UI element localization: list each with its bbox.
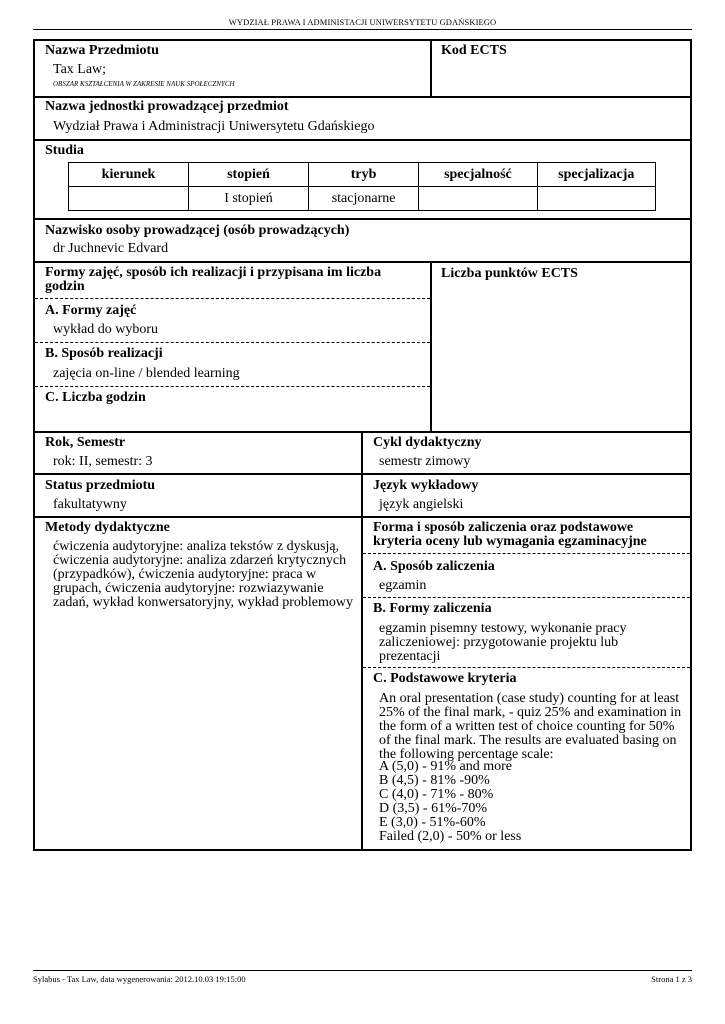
language-value: język angielski	[379, 497, 464, 512]
cycle-label: Cykl dydaktyczny	[373, 435, 482, 450]
divider	[363, 553, 690, 554]
table-cell	[537, 187, 655, 211]
assessment-b-value: egzamin pisemny testowy, wykonanie pracy zaliczeniowej: przygotowanie projektu lub prezentacji	[379, 621, 627, 664]
divider	[34, 473, 691, 475]
divider	[361, 432, 363, 850]
scale-item: B (4,5) - 81% -90%	[379, 773, 490, 788]
divider	[34, 139, 691, 141]
assessment-label: Forma i sposób zaliczenia oraz podstawowe kryteria oceny lub wymagania egzaminacyjne	[373, 520, 647, 549]
methods-value: ćwiczenia audytoryjne: analiza tekstów z dyskusją, ćwiczenia audytoryjne: analiza zdarzeń krytycznych (przypadków), ćwiczenia audytoryjne: praca w grupach, ćwiczenia audytoryjne: rozwiazywanie zadań, wykład konwersatoryjny, wykład problemowy	[53, 539, 354, 610]
language-label: Język wykładowy	[373, 478, 479, 493]
assessment-c-text: An oral presentation (case study) counting for at least 25% of the final mark, - quiz 25% and examination in the form of a written test of choice counting for 50% of the final mark. The results are evaluated basing on the following percentage scale:	[379, 691, 682, 762]
divider	[34, 96, 691, 98]
cycle-value: semestr zimowy	[379, 454, 471, 469]
divider	[363, 667, 690, 668]
scale-item: D (3,5) - 61%-70%	[379, 801, 488, 816]
divider	[34, 261, 691, 263]
forms-b-label: B. Sposób realizacji	[45, 346, 163, 361]
divider	[35, 342, 430, 343]
divider	[34, 218, 691, 220]
table-header-kierunek: kierunek	[69, 163, 189, 187]
scale-item: E (3,0) - 51%-60%	[379, 815, 486, 830]
table-row	[69, 187, 656, 211]
footer-left: Sylabus - Tax Law, data wygenerowania: 2012.10.03 19:15:00	[33, 974, 246, 984]
forms-label: Formy zajęć, sposób ich realizacji i przypisana im liczba godzin	[45, 265, 382, 294]
scale-item: A (5,0) - 91% and more	[379, 759, 512, 774]
divider	[35, 298, 430, 299]
forms-a-value: wykład do wyboru	[53, 322, 158, 337]
divider	[430, 262, 432, 431]
table-header-tryb: tryb	[308, 163, 418, 187]
forms-b-value: zajęcia on-line / blended learning	[53, 366, 240, 381]
assessment-c-label: C. Podstawowe kryteria	[373, 671, 517, 686]
table-cell: I stopień	[189, 187, 309, 211]
unit-value: Wydział Prawa i Administracji Uniwersytetu Gdańskiego	[53, 119, 375, 134]
ects-points-label: Liczba punktów ECTS	[441, 266, 578, 281]
scale-item: Failed (2,0) - 50% or less	[379, 829, 522, 844]
footer-right: Strona 1 z 3	[651, 974, 692, 984]
course-name-value: Tax Law;	[53, 62, 107, 77]
year-label: Rok, Semestr	[45, 435, 126, 450]
divider	[35, 386, 430, 387]
status-value: fakultatywny	[53, 497, 127, 512]
divider	[363, 597, 690, 598]
assessment-a-label: A. Sposób zaliczenia	[373, 559, 495, 574]
table-cell	[419, 187, 537, 211]
methods-label: Metody dydaktyczne	[45, 520, 170, 535]
course-area: OBSZAR KSZTAŁCENIA W ZAKRESIE NAUK SPOŁECZNYCH	[53, 80, 235, 88]
studies-label: Studia	[45, 143, 84, 158]
lecturer-label: Nazwisko osoby prowadzącej (osób prowadzących)	[45, 223, 350, 238]
status-label: Status przedmiotu	[45, 478, 156, 493]
forms-c-label: C. Liczba godzin	[45, 390, 146, 405]
divider	[430, 40, 432, 96]
course-name-label: Nazwa Przedmiotu	[45, 43, 159, 58]
ects-code-label: Kod ECTS	[441, 43, 507, 58]
table-header-specjalnosc: specjalność	[419, 163, 537, 187]
page-header: WYDZIAŁ PRAWA I ADMINISTACJI UNIWERSYTETU GDAŃSKIEGO	[228, 17, 497, 27]
studies-table	[68, 162, 656, 211]
table-cell: stacjonarne	[308, 187, 418, 211]
assessment-b-label: B. Formy zaliczenia	[373, 601, 492, 616]
header-divider	[33, 29, 692, 30]
scale-item: C (4,0) - 71% - 80%	[379, 787, 494, 802]
table-header-stopien: stopień	[189, 163, 309, 187]
table-cell	[69, 187, 189, 211]
footer-divider	[33, 970, 692, 971]
table-row	[69, 163, 656, 187]
table-header-specjalizacja: specjalizacja	[537, 163, 655, 187]
assessment-a-value: egzamin	[379, 578, 427, 593]
unit-label: Nazwa jednostki prowadzącej przedmiot	[45, 99, 289, 114]
forms-a-label: A. Formy zajęć	[45, 303, 137, 318]
divider	[34, 516, 691, 518]
lecturer-value: dr Juchnevic Edvard	[53, 241, 169, 256]
year-value: rok: II, semestr: 3	[53, 454, 153, 469]
